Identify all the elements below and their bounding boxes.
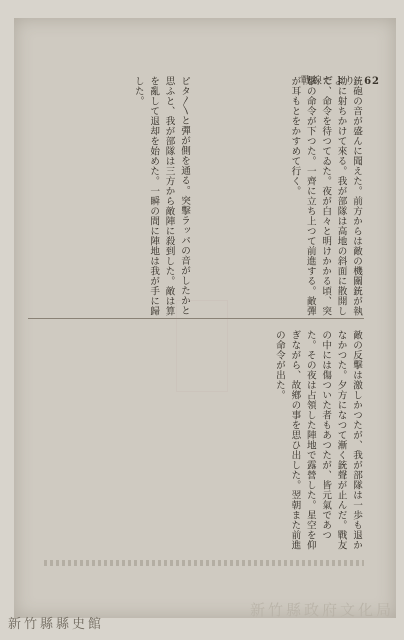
watermark-county-archive: 新竹縣縣史館 <box>8 617 105 632</box>
body-text-bottom: 敵の反擊は激しかつたが、我が部隊は一歩も退かなかつた。夕方になつて漸く銃聲が止んだ。戰友の中には傷ついた者もあつたが、皆元氣であつた。その夜は占領した陣地で露營した。星空を仰ぎながら、故鄕の事を思ひ出した。翌朝また前進の命令が出た。 <box>273 330 362 550</box>
page-number: 62 <box>364 76 380 87</box>
watermark-culture-bureau: 新竹縣政府文化局 <box>249 601 394 619</box>
page-border-ornament <box>44 560 364 566</box>
running-title: 戰線だより <box>300 76 356 87</box>
faded-library-stamp <box>176 300 228 392</box>
body-text-top-left: ピタ〳〵と彈が側を通る。突擊ラッパの音がしたかと思ふと、我が部隊は三方から敵陣に殺到した。敵は算を亂して退却を始めた。一瞬の間に陣地は我が手に歸した。 <box>132 76 190 316</box>
body-text-top-right: 銃砲の音が盛んに聞えた。前方からは敵の機關銃が執拗に射ちかけて來る。我が部隊は高地の斜面に散開して、命令を待つてゐた。夜が白々と明けかかる頃、突擊の命令が下つた。一齊に立ち上つて前進する。敵彈が耳もとをかすめて行く。 <box>289 76 362 316</box>
